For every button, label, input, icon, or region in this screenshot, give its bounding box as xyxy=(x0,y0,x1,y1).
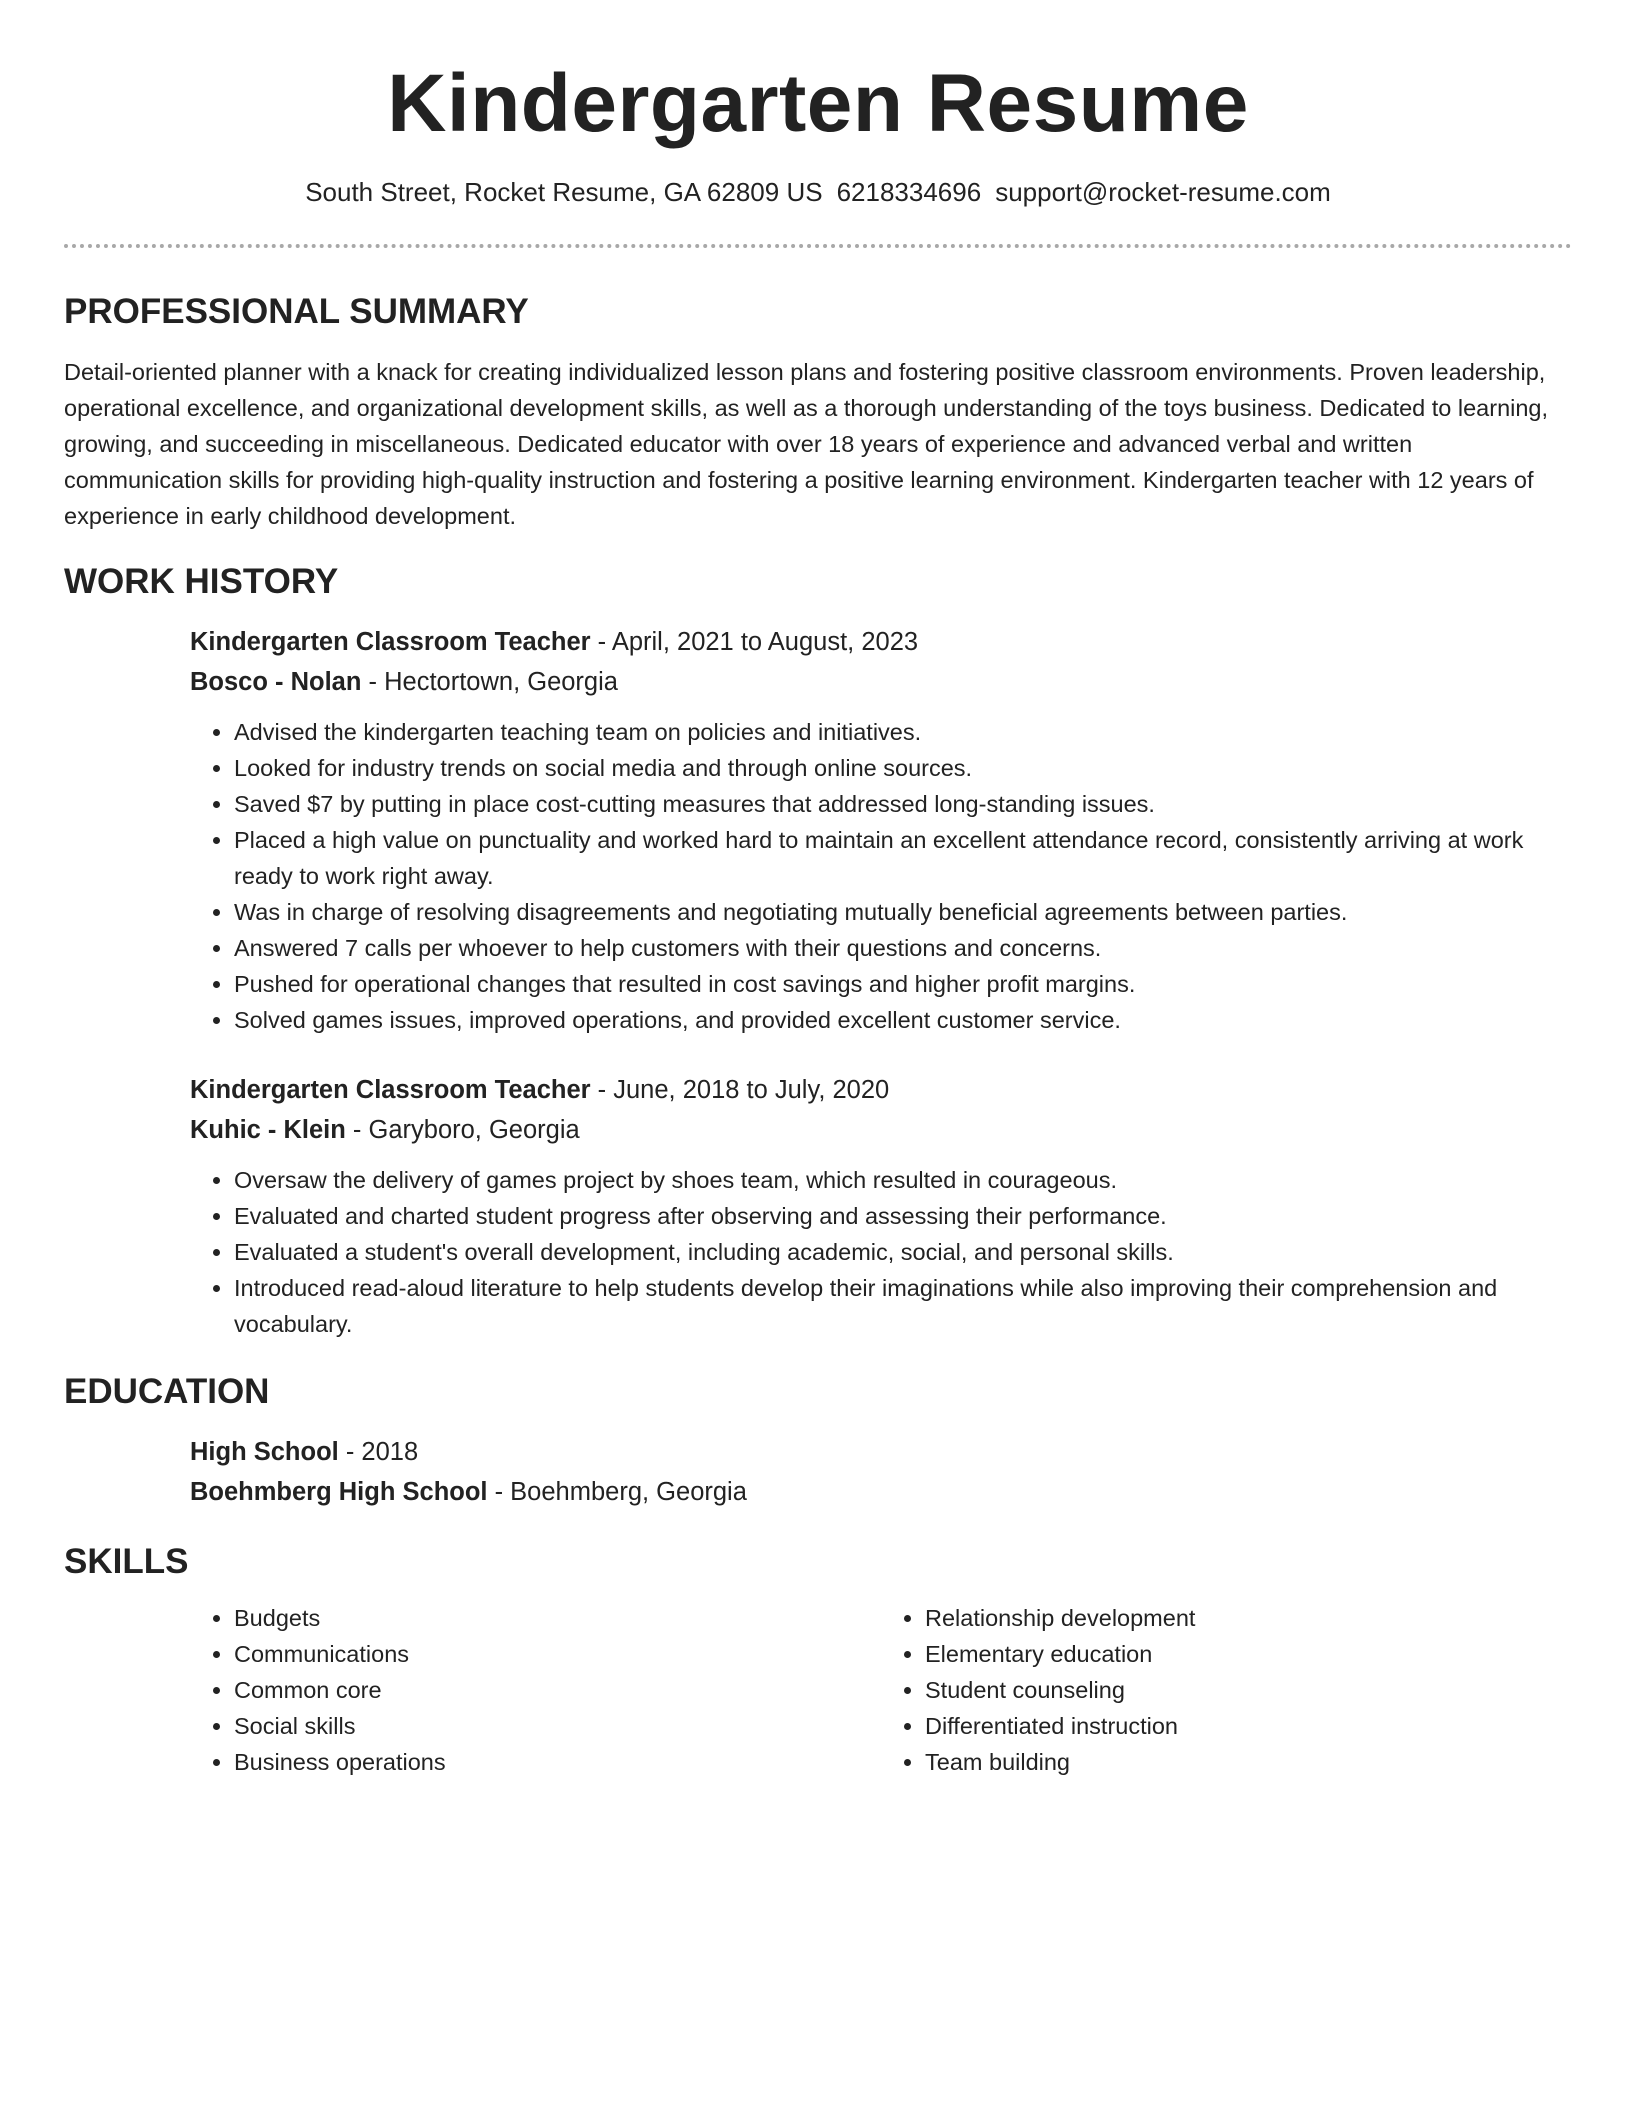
job-title-line xyxy=(190,622,1572,662)
list-item: • Advised the kindergarten teaching team on policies and initiatives. xyxy=(234,714,1572,750)
contact-phone: 6218334696 xyxy=(836,177,982,207)
job-company: Kuhic - Klein xyxy=(190,1116,346,1144)
job-bullets xyxy=(190,1162,1572,1342)
job-company: Bosco - Nolan xyxy=(190,668,362,696)
contact-address: South Street, Rocket Resume, GA 62809 US xyxy=(305,177,823,207)
skill-item: • Communications xyxy=(234,1636,881,1672)
education-entry xyxy=(190,1432,1572,1512)
education-degree-line xyxy=(190,1432,1572,1472)
job-company-line xyxy=(190,1110,1572,1150)
list-item: • Pushed for operational changes that resulted in cost savings and higher profit margins. xyxy=(234,966,1572,1002)
job-entry xyxy=(190,622,1572,1038)
job-location: - Hectortown, Georgia xyxy=(361,668,618,696)
list-item: • Evaluated and charted student progress after observing and assessing their performance. xyxy=(234,1198,1572,1234)
education-school-line xyxy=(190,1472,1572,1512)
skills-column-right xyxy=(881,1600,1572,1780)
list-item: • Evaluated a student's overall development, including academic, social, and personal skills. xyxy=(234,1234,1572,1270)
job-role: Kindergarten Classroom Teacher xyxy=(190,628,591,656)
section-title-summary: PROFESSIONAL SUMMARY xyxy=(64,292,529,331)
resume-page xyxy=(64,0,1572,1780)
skill-item: • Business operations xyxy=(234,1744,881,1780)
skill-item: • Budgets xyxy=(234,1600,881,1636)
education-degree: High School xyxy=(190,1438,339,1466)
skills-column-left xyxy=(190,1600,881,1780)
skill-item: • Elementary education xyxy=(925,1636,1572,1672)
job-title-line xyxy=(190,1070,1572,1110)
job-entry xyxy=(190,1070,1572,1342)
job-dates: - June, 2018 to July, 2020 xyxy=(590,1076,890,1104)
header-divider xyxy=(64,244,1572,248)
list-item: • Saved $7 by putting in place cost-cutting measures that addressed long-standing issues. xyxy=(234,786,1572,822)
list-item: • Was in charge of resolving disagreements and negotiating mutually beneficial agreements between parties. xyxy=(234,894,1572,930)
skill-item: • Team building xyxy=(925,1744,1572,1780)
job-bullets xyxy=(190,714,1572,1038)
list-item: • Oversaw the delivery of games project by shoes team, which resulted in courageous. xyxy=(234,1162,1572,1198)
skill-item: • Differentiated instruction xyxy=(925,1708,1572,1744)
list-item: • Answered 7 calls per whoever to help customers with their questions and concerns. xyxy=(234,930,1572,966)
skills-list xyxy=(190,1600,1572,1780)
contact-email: support@rocket-resume.com xyxy=(995,177,1331,207)
education-location: - Boehmberg, Georgia xyxy=(487,1478,747,1506)
list-item: • Solved games issues, improved operations, and provided excellent customer service. xyxy=(234,1002,1572,1038)
education-year: - 2018 xyxy=(338,1438,419,1466)
section-title-skills: SKILLS xyxy=(64,1542,189,1581)
job-role: Kindergarten Classroom Teacher xyxy=(190,1076,591,1104)
summary-text: Detail-oriented planner with a knack for creating individualized lesson plans and fostering positive classroom environments. Proven leadership, operational excellence, and organizational development skills, as well as a thorough understanding of the toys business. Dedicated to learning, growing, and succeeding in miscellaneous. Dedicated educator with over 18 years of experience and advanced verbal and written communication skills for providing high-quality instruction and fostering a positive learning environment. Kindergarten teacher with 12 years of experience in early childhood development. xyxy=(64,359,1549,529)
job-location: - Garyboro, Georgia xyxy=(345,1116,580,1144)
resume-name: Kindergarten Resume xyxy=(387,58,1249,149)
section-title-work-history: WORK HISTORY xyxy=(64,562,339,601)
list-item: • Looked for industry trends on social media and through online sources. xyxy=(234,750,1572,786)
skill-item: • Common core xyxy=(234,1672,881,1708)
skill-item: • Social skills xyxy=(234,1708,881,1744)
contact-line xyxy=(64,176,1572,208)
section-title-education: EDUCATION xyxy=(64,1372,270,1411)
job-dates: - April, 2021 to August, 2023 xyxy=(590,628,919,656)
education-school: Boehmberg High School xyxy=(190,1478,488,1506)
job-company-line xyxy=(190,662,1572,702)
list-item: • Placed a high value on punctuality and worked hard to maintain an excellent attendance record, consistently arriving at work ready to work right away. xyxy=(234,822,1572,894)
list-item: • Introduced read-aloud literature to help students develop their imaginations while also improving their comprehension and vocabulary. xyxy=(234,1270,1572,1342)
skill-item: • Relationship development xyxy=(925,1600,1572,1636)
skill-item: • Student counseling xyxy=(925,1672,1572,1708)
